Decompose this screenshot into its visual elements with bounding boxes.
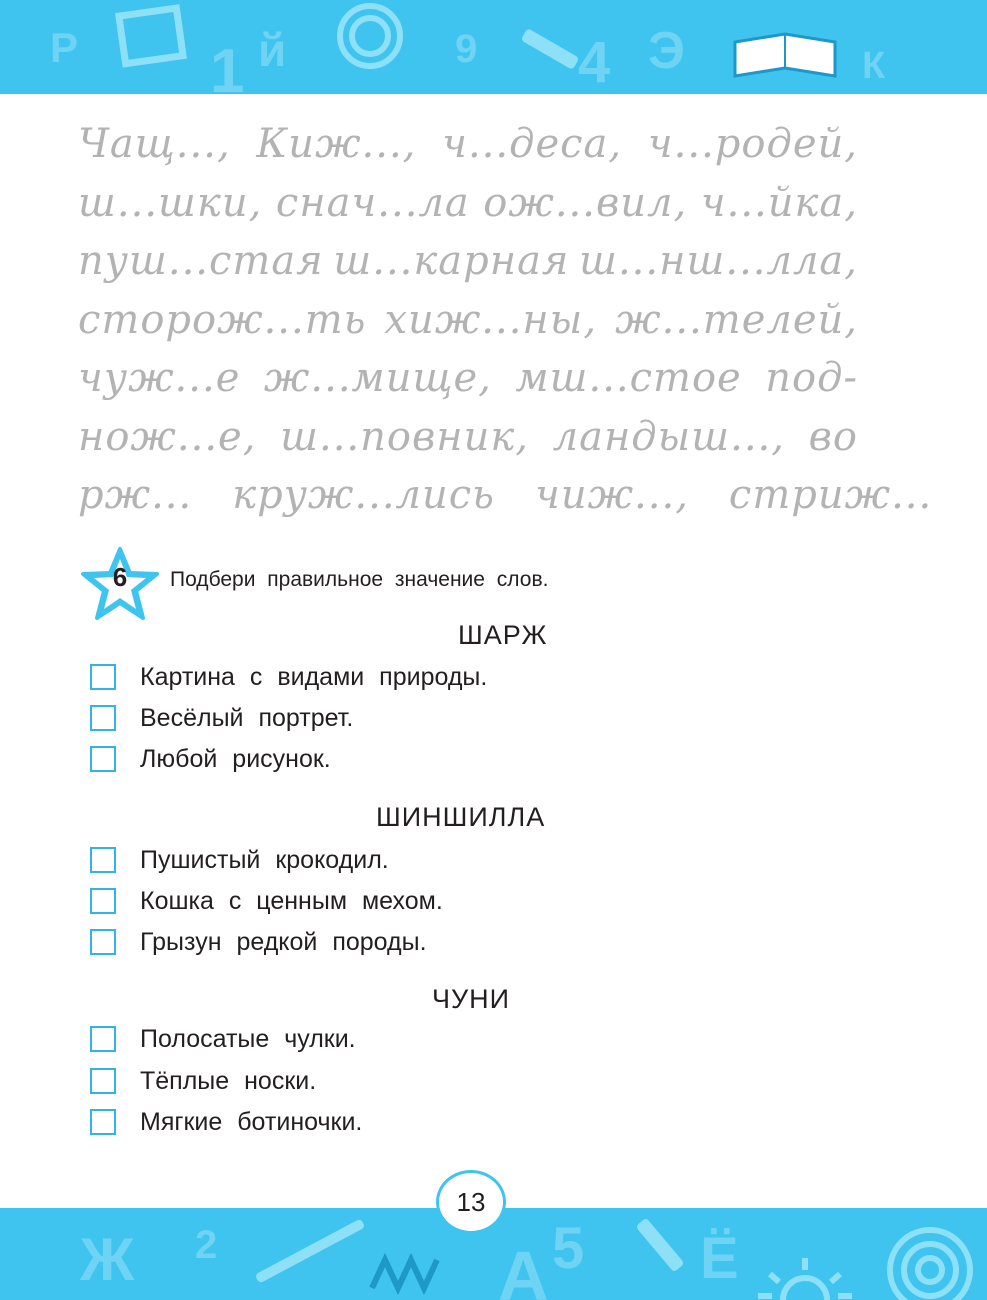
cursive-word: хиж...ны, xyxy=(384,296,598,343)
decor-letter: Ж xyxy=(80,1226,135,1293)
answer-checkbox[interactable] xyxy=(90,664,116,690)
answer-option[interactable] xyxy=(90,1024,356,1054)
cursive-word: ш...шки, xyxy=(78,179,263,226)
cursive-word: ч...деса, xyxy=(442,121,623,167)
decor-digit: 1 xyxy=(210,37,245,94)
answer-option[interactable] xyxy=(90,744,331,774)
option-label: Любой рисунок. xyxy=(140,744,331,773)
cursive-word: ш...повник, xyxy=(280,413,529,460)
cursive-word: пуш...стая xyxy=(78,238,324,284)
task-number-star-icon xyxy=(80,546,160,622)
option-label: Полосатые чулки. xyxy=(140,1024,356,1053)
option-label: Мягкие ботиночки. xyxy=(140,1107,363,1136)
cursive-word: снач...ла xyxy=(275,179,470,226)
cursive-word: мш...стое xyxy=(515,355,742,401)
option-label: Картина с видами природы. xyxy=(140,662,488,691)
cursive-word: во xyxy=(808,413,858,460)
decor-digit: 5 xyxy=(552,1216,585,1281)
answer-option[interactable] xyxy=(90,703,353,733)
answer-option[interactable] xyxy=(90,845,389,875)
cursive-line xyxy=(78,115,858,174)
task-number: 6 xyxy=(112,562,128,592)
cursive-word: Чащ..., xyxy=(78,121,231,167)
page-number: 13 xyxy=(436,1170,506,1234)
cursive-word: нож...е, xyxy=(78,413,257,460)
cursive-line xyxy=(78,408,858,467)
decor-letter: А xyxy=(498,1237,549,1300)
answer-option[interactable] xyxy=(90,1107,362,1137)
decor-letter: Ё xyxy=(700,1226,739,1291)
answer-checkbox[interactable] xyxy=(90,1109,116,1135)
answer-option[interactable] xyxy=(90,927,427,957)
answer-checkbox[interactable] xyxy=(90,1068,116,1094)
word-title: ШАРЖ xyxy=(458,620,548,650)
cursive-practice-text xyxy=(78,115,933,525)
answer-option[interactable] xyxy=(90,662,487,692)
decor-digit: 9 xyxy=(455,27,478,71)
answer-option[interactable] xyxy=(90,1066,316,1096)
option-label: Весёлый портрет. xyxy=(140,703,354,732)
cursive-word: ч...родей, xyxy=(647,121,858,167)
answer-checkbox[interactable] xyxy=(90,847,116,873)
decor-letter: К xyxy=(862,45,886,87)
option-label: Кошка с ценным мехом. xyxy=(140,886,443,915)
cursive-word: под- xyxy=(765,355,858,401)
cursive-word: стриж... xyxy=(728,472,933,518)
answer-checkbox[interactable] xyxy=(90,888,116,914)
cursive-word: сторож...ть xyxy=(78,296,367,343)
decor-letter: й xyxy=(258,24,287,76)
cursive-word: ш...нш...лла, xyxy=(579,238,858,284)
option-label: Тёплые носки. xyxy=(140,1066,317,1095)
answer-checkbox[interactable] xyxy=(90,929,116,955)
cursive-word: ш...карная xyxy=(333,238,570,284)
cursive-word: ч...йка, xyxy=(700,179,858,226)
cursive-line xyxy=(78,291,858,350)
task-instruction: Подбери правильное значение слов. xyxy=(170,568,549,591)
cursive-word: чиж..., xyxy=(534,472,689,518)
cursive-word: Киж..., xyxy=(256,121,417,167)
cursive-word: рж... xyxy=(78,472,193,518)
cursive-line xyxy=(78,349,858,408)
cursive-word: чуж...е xyxy=(78,355,241,401)
decor-letter: Э xyxy=(648,22,685,80)
decor-digit: 4 xyxy=(578,30,611,94)
cursive-word: ож...вил, xyxy=(483,179,688,226)
option-label: Пушистый крокодил. xyxy=(140,845,389,874)
cursive-word: ж...мище, xyxy=(263,355,492,401)
cursive-word: ландыш..., xyxy=(552,413,785,460)
word-title: ШИНШИЛЛА xyxy=(376,802,546,832)
cursive-line xyxy=(78,232,858,291)
cursive-word: круж...лись xyxy=(232,472,495,518)
option-label: Грызун редкой породы. xyxy=(140,927,427,956)
cursive-line xyxy=(78,174,858,233)
answer-checkbox[interactable] xyxy=(90,746,116,772)
cursive-word: ж...телей, xyxy=(615,296,858,343)
answer-option[interactable] xyxy=(90,886,443,916)
decor-letter: Р xyxy=(50,24,79,71)
answer-checkbox[interactable] xyxy=(90,705,116,731)
cursive-line xyxy=(78,466,933,525)
decor-digit: 2 xyxy=(195,1223,218,1267)
word-title: ЧУНИ xyxy=(432,984,511,1014)
top-decor-band xyxy=(0,0,987,94)
answer-checkbox[interactable] xyxy=(90,1026,116,1052)
